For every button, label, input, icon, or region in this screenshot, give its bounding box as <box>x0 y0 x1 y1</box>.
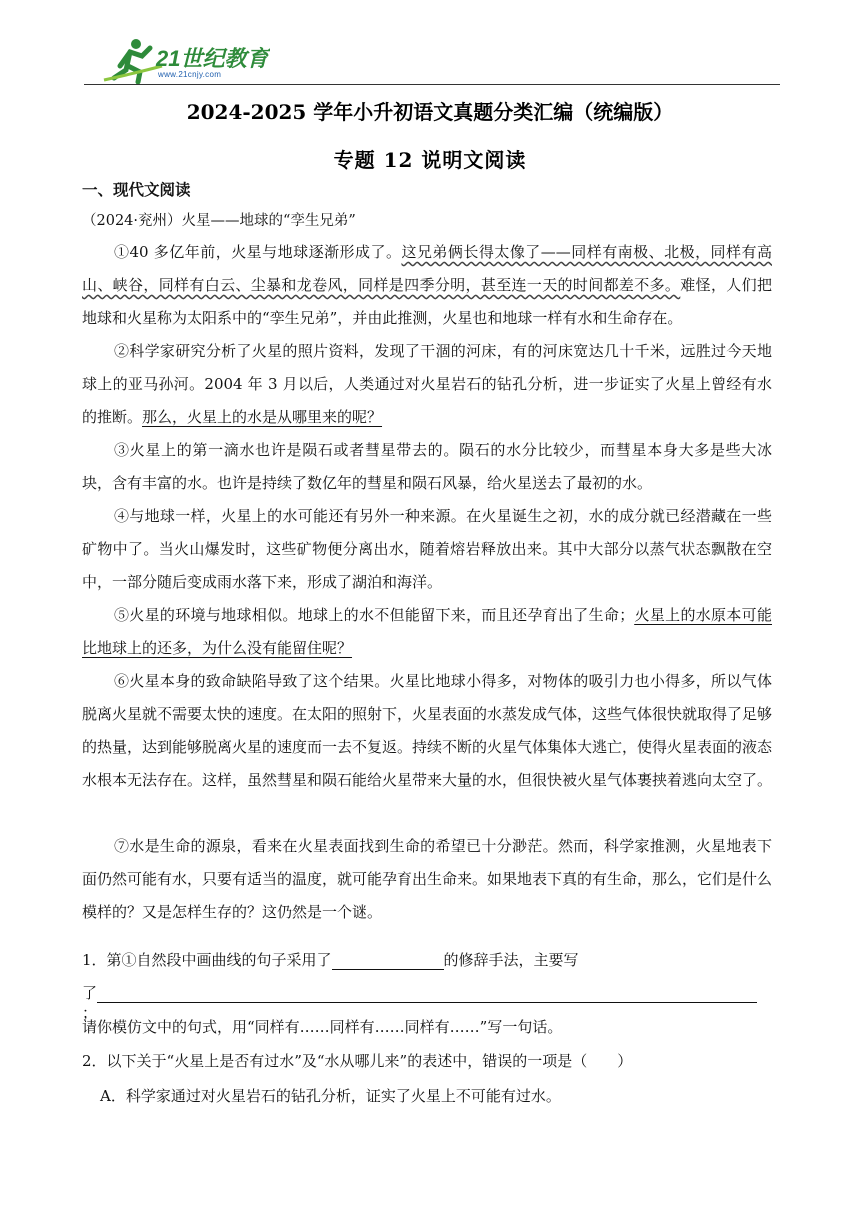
passage-source: （2024·兖州）火星——地球的“孪生兄弟” <box>82 213 356 229</box>
paragraph-4: ④与地球一样，火星上的水可能还有另外一种来源。在火星诞生之初，水的成分就已经潜藏在一些矿物中了。当火山爆发时，这些矿物便分离出水，随着熔岩释放出来。其中大部分以蒸气状态飘散在空中，一部分随后变成雨水落下来，形成了湖泊和海洋。 <box>82 507 772 591</box>
q1-blank-rhetoric[interactable] <box>332 953 444 970</box>
paragraph-3: ③火星上的第一滴水也许是陨石或者彗星带去的。陨石的水分比较少，而彗星本身大多是些大冰块，含有丰富的水。也许是持续了数亿年的彗星和陨石风暴，给火星送去了最初的水。 <box>82 441 772 492</box>
q1-prompt-d: ； <box>82 1004 98 1022</box>
paragraph-5 <box>82 599 772 665</box>
q1-prompt-a: 1．第①自然段中画曲线的句子采用了 <box>82 951 332 969</box>
document-subtitle: 专题 12 说明文阅读 <box>333 148 527 172</box>
logo-text: 21世纪教育 <box>156 46 269 71</box>
p1-wavy-underlined-sentence: 这兄弟俩长得太像了——同样有南极、北极，同样有高山、峡谷，同样有白云、尘暴和龙卷风，同样是四季分明，甚至连一天的时间都差不多。 <box>82 243 772 294</box>
q1-prompt-c: 了 <box>82 984 98 1002</box>
q1-blank-content[interactable] <box>97 986 757 1003</box>
page-header <box>0 0 860 90</box>
question-1-line-1 <box>82 950 772 970</box>
paragraph-7: ⑦水是生命的源泉，看来在火星表面找到生命的希望已十分渺茫。然而，科学家推测，火星地表下面仍然可能有水，只要有适当的温度，就可能孕育出生命来。如果地表下真的有生命，那么，它们是什么模样的？又是怎样生存的？这仍然是一个谜。 <box>82 837 773 921</box>
q1-prompt-b: 的修辞手法，主要写 <box>443 951 579 969</box>
question-2: 2．以下关于“火星上是否有过水”及“水从哪儿来”的表述中，错误的一项是（ ） <box>82 1052 633 1070</box>
p2-text-a: ②科学家研究分析了火星的照片资料，发现了干涸的河床，有的河床宽达几十千米，远胜过今天地球上的亚马孙河。2004 年 3 月以后，人类通过对火星岩石的钻孔分析，进一步证实了火星上曾经有水的推断。 <box>82 342 772 426</box>
p1-text-c: 难怪，人们把地球和火星称为太阳系中的“孪生兄弟”，并由此推测，火星也和地球一样有水和生命存在。 <box>82 276 772 327</box>
logo-url: www.21cnjy.com <box>158 70 222 79</box>
paragraph-6: ⑥火星本身的致命缺陷导致了这个结果。火星比地球小得多，对物体的吸引力也小得多，所以气体脱离火星就不需要太快的速度。在太阳的照射下，火星表面的水蒸发成气体，这些气体很快就取得了足够的热量，达到能够脱离火星的速度而一去不复返。持续不断的火星气体集体大逃亡，使得火星表面的液态水根本无法存在。这样，虽然彗星和陨石能给火星带来大量的水，但很快被火星气体裹挟着逃向太空了。 <box>82 672 773 789</box>
document-title: 2024-2025 学年小升初语文真题分类汇编（统编版） <box>186 100 674 124</box>
p1-text-a: ①40 多亿年前，火星与地球逐渐形成了。 <box>114 243 402 261</box>
paragraph-2 <box>82 335 772 434</box>
p5-text-a: ⑤火星的环境与地球相似。地球上的水不但能留下来，而且还孕育出了生命； <box>114 606 635 624</box>
section-heading: 一、现代文阅读 <box>82 182 191 199</box>
header-divider <box>84 84 780 85</box>
p5-underlined-question: 火星上的水原本可能比地球上的还多，为什么没有能留住呢？ <box>82 606 772 657</box>
question-2-option-a[interactable]: A．科学家通过对火星岩石的钻孔分析，证实了火星上不可能有过水。 <box>100 1087 561 1105</box>
question-1-line-3: 请你模仿文中的句式，用“同样有……同样有……同样有……”写一句话。 <box>82 1018 563 1036</box>
p2-underlined-question: 那么，火星上的水是从哪里来的呢？ <box>142 408 383 426</box>
paragraph-1 <box>82 236 772 335</box>
